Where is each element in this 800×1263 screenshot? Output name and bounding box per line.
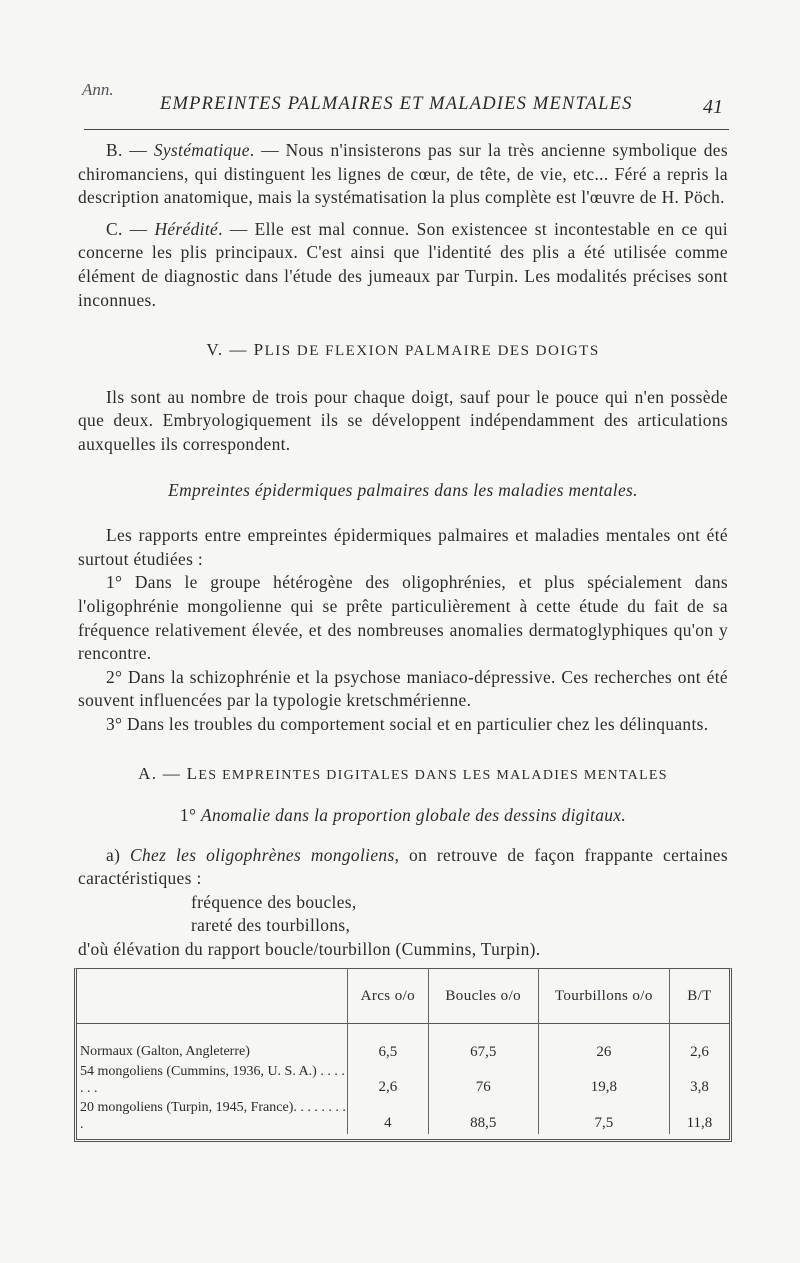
- column-header-bt: B/T: [669, 969, 729, 1024]
- row-label: 20 mongoliens (Turpin, 1945, France). . . . . . . . .: [80, 1100, 346, 1132]
- label-systematique: Systématique: [153, 140, 250, 160]
- page-number: 41: [703, 96, 723, 118]
- italic-heading: Empreintes épidermiques palmaires dans les maladies mentales.: [168, 479, 638, 500]
- cell-arcs: 4: [347, 1098, 428, 1134]
- cell-boucles: 88,5: [428, 1098, 538, 1134]
- table-row: [77, 1024, 729, 1063]
- cell-bt: 3,8: [669, 1062, 729, 1098]
- list-item-2: 2° Dans la schizophrénie et la psychose maniaco-dépressive. Ces recherches ont été souvent influencées par la typologie kretschmérienne.: [78, 666, 728, 711]
- cell-bt: 11,8: [669, 1098, 729, 1134]
- data-table: [74, 968, 732, 1142]
- table-row: [77, 1098, 729, 1134]
- cell-boucles: 67,5: [428, 1024, 538, 1063]
- table-header-row: [77, 969, 729, 1024]
- paragraph-oligophrenes: a) Chez les oligophrènes mongoliens, on retrouve de façon frappante certaines caractéristiques :: [78, 844, 728, 889]
- row-label: Normaux (Galton, Angleterre): [80, 1044, 250, 1059]
- list-line-tourbillons: rareté des tourbillons,: [191, 915, 351, 936]
- list-item-1: 1° Dans le groupe hétérogène des oligophrénies, et plus spécialement dans l'oligophrénie mongolienne qui se prête particulièrement à cette étude du fait de sa fréquence relativement élevée, et des nombreuses anomalies dermatoglyphiques qu'on y rencontre.: [78, 572, 728, 664]
- section-heading-a: A. — LES EMPREINTES DIGITALES DANS LES MALADIES MENTALES: [138, 764, 668, 784]
- paragraph-systematique: B. — Systématique. — Nous n'insisterons pas sur la très ancienne symbolique des chiromanciens, qui distinguent les lignes de cœur, de tête, de vie, etc... Féré a repris la description anatomique, mais la systématisation la plus complète est l'œuvre de H. Pöch.: [78, 140, 728, 208]
- row-label: 54 mongoliens (Cummins, 1936, U. S. A.) . . . . . . .: [80, 1064, 345, 1096]
- column-header-arcs: Arcs o/o: [347, 969, 428, 1024]
- cell-arcs: 2,6: [347, 1062, 428, 1098]
- list-line-boucles: fréquence des boucles,: [191, 891, 357, 912]
- cell-tourbillons: 19,8: [538, 1062, 669, 1098]
- table-row: [77, 1062, 729, 1098]
- cell-arcs: 6,5: [347, 1024, 428, 1063]
- paragraph-heredite: C. — Hérédité. — Elle est mal connue. Son existencee st incontestable en ce qui concerne les plis principaux. C'est ainsi que l'identité des plis a été utilisée comme élément de diagnostic dans l'étude des jumeaux par Turpin. Les modalités précises sont inconnues.: [78, 218, 728, 310]
- body-text: [78, 139, 728, 962]
- cell-tourbillons: 7,5: [538, 1098, 669, 1134]
- subheading-anomalie: 1° Anomalie dans la proportion globale des dessins digitaux.: [179, 805, 627, 826]
- column-header-tourbillons: Tourbillons o/o: [538, 969, 669, 1024]
- label-heredite: Hérédité: [154, 218, 219, 239]
- paragraph-rapports: Les rapports entre empreintes épidermiques palmaires et maladies mentales ont été surtout étudiées :: [78, 525, 728, 569]
- section-heading-v: V. — PLIS DE FLEXION PALMAIRE DES DOIGTS: [206, 340, 600, 360]
- running-title: EMPREINTES PALMAIRES ET MALADIES MENTALES: [160, 94, 633, 114]
- cell-tourbillons: 26: [538, 1024, 669, 1063]
- paragraph-plis: Ils sont au nombre de trois pour chaque doigt, sauf pour le pouce qui n'en possède que deux. Embryologiquement ils se développent indépendamment des articulations auxquelles ils correspondent.: [78, 386, 728, 454]
- paragraph-conclusion: d'où élévation du rapport boucle/tourbillon (Cummins, Turpin).: [78, 939, 541, 960]
- margin-annotation: Ann.: [82, 80, 114, 99]
- list-item-3: 3° Dans les troubles du comportement social et en particulier chez les délinquants.: [106, 713, 709, 734]
- cell-bt: 2,6: [669, 1024, 729, 1063]
- header-rule: [84, 129, 729, 130]
- column-header-boucles: Boucles o/o: [428, 969, 538, 1024]
- cell-boucles: 76: [428, 1062, 538, 1098]
- column-header-label: [77, 969, 347, 1024]
